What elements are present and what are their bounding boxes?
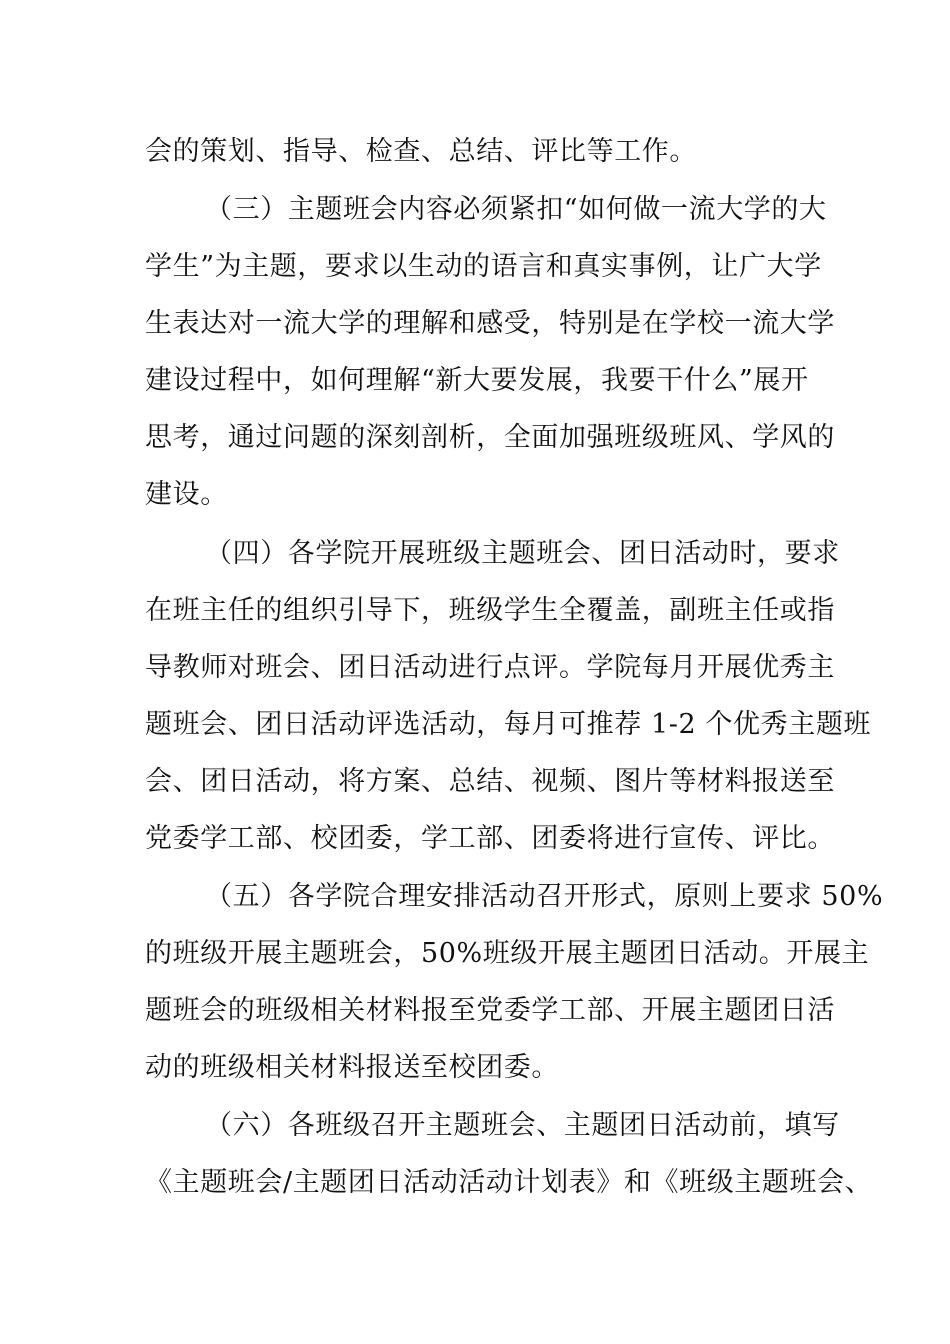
paragraph-4-line-4: 题班会、团日活动评选活动，每月可推荐 1-2 个优秀主题班 bbox=[145, 709, 872, 740]
paragraph-4-line-6: 党委学工部、校团委，学工部、团委将进行宣传、评比。 bbox=[145, 823, 835, 854]
paragraph-3-line-2: 学生”为主题，要求以生动的语言和真实事例，让广大学 bbox=[145, 251, 822, 282]
paragraph-5-line-4: 动的班级相关材料报送至校团委。 bbox=[145, 1052, 559, 1083]
paragraph-3-line-4: 建设过程中，如何理解“新大要发展，我要干什么”展开 bbox=[145, 365, 809, 396]
paragraph-5-line-1: （五）各学院合理安排活动召开形式，原则上要求 50% bbox=[205, 881, 884, 912]
paragraph-3-line-5: 思考，通过问题的深刻剖析，全面加强班级班风、学风的 bbox=[145, 422, 835, 453]
paragraph-5-line-3: 题班会的班级相关材料报至党委学工部、开展主题团日活 bbox=[145, 995, 835, 1026]
paragraph-4-line-5: 会、团日活动，将方案、总结、视频、图片等材料报送至 bbox=[145, 766, 835, 797]
paragraph-6-line-2: 《主题班会/主题团日活动活动计划表》和《班级主题班会、 bbox=[145, 1167, 873, 1198]
paragraph-3-line-1: （三）主题班会内容必须紧扣“如何做一流大学的大 bbox=[205, 194, 827, 225]
paragraph-4-line-1: （四）各学院开展班级主题班会、团日活动时，要求 bbox=[205, 538, 840, 569]
paragraph-6-line-1: （六）各班级召开主题班会、主题团日活动前，填写 bbox=[205, 1110, 840, 1141]
paragraph-5-line-2: 的班级开展主题班会，50%班级开展主题团日活动。开展主 bbox=[145, 938, 870, 969]
paragraph-0-line-1: 会的策划、指导、检查、总结、评比等工作。 bbox=[145, 136, 697, 167]
paragraph-4-line-2: 在班主任的组织引导下，班级学生全覆盖，副班主任或指 bbox=[145, 595, 835, 626]
paragraph-3-line-6: 建设。 bbox=[145, 479, 228, 510]
paragraph-3-line-3: 生表达对一流大学的理解和感受，特别是在学校一流大学 bbox=[145, 308, 835, 339]
paragraph-4-line-3: 导教师对班会、团日活动进行点评。学院每月开展优秀主 bbox=[145, 652, 835, 683]
